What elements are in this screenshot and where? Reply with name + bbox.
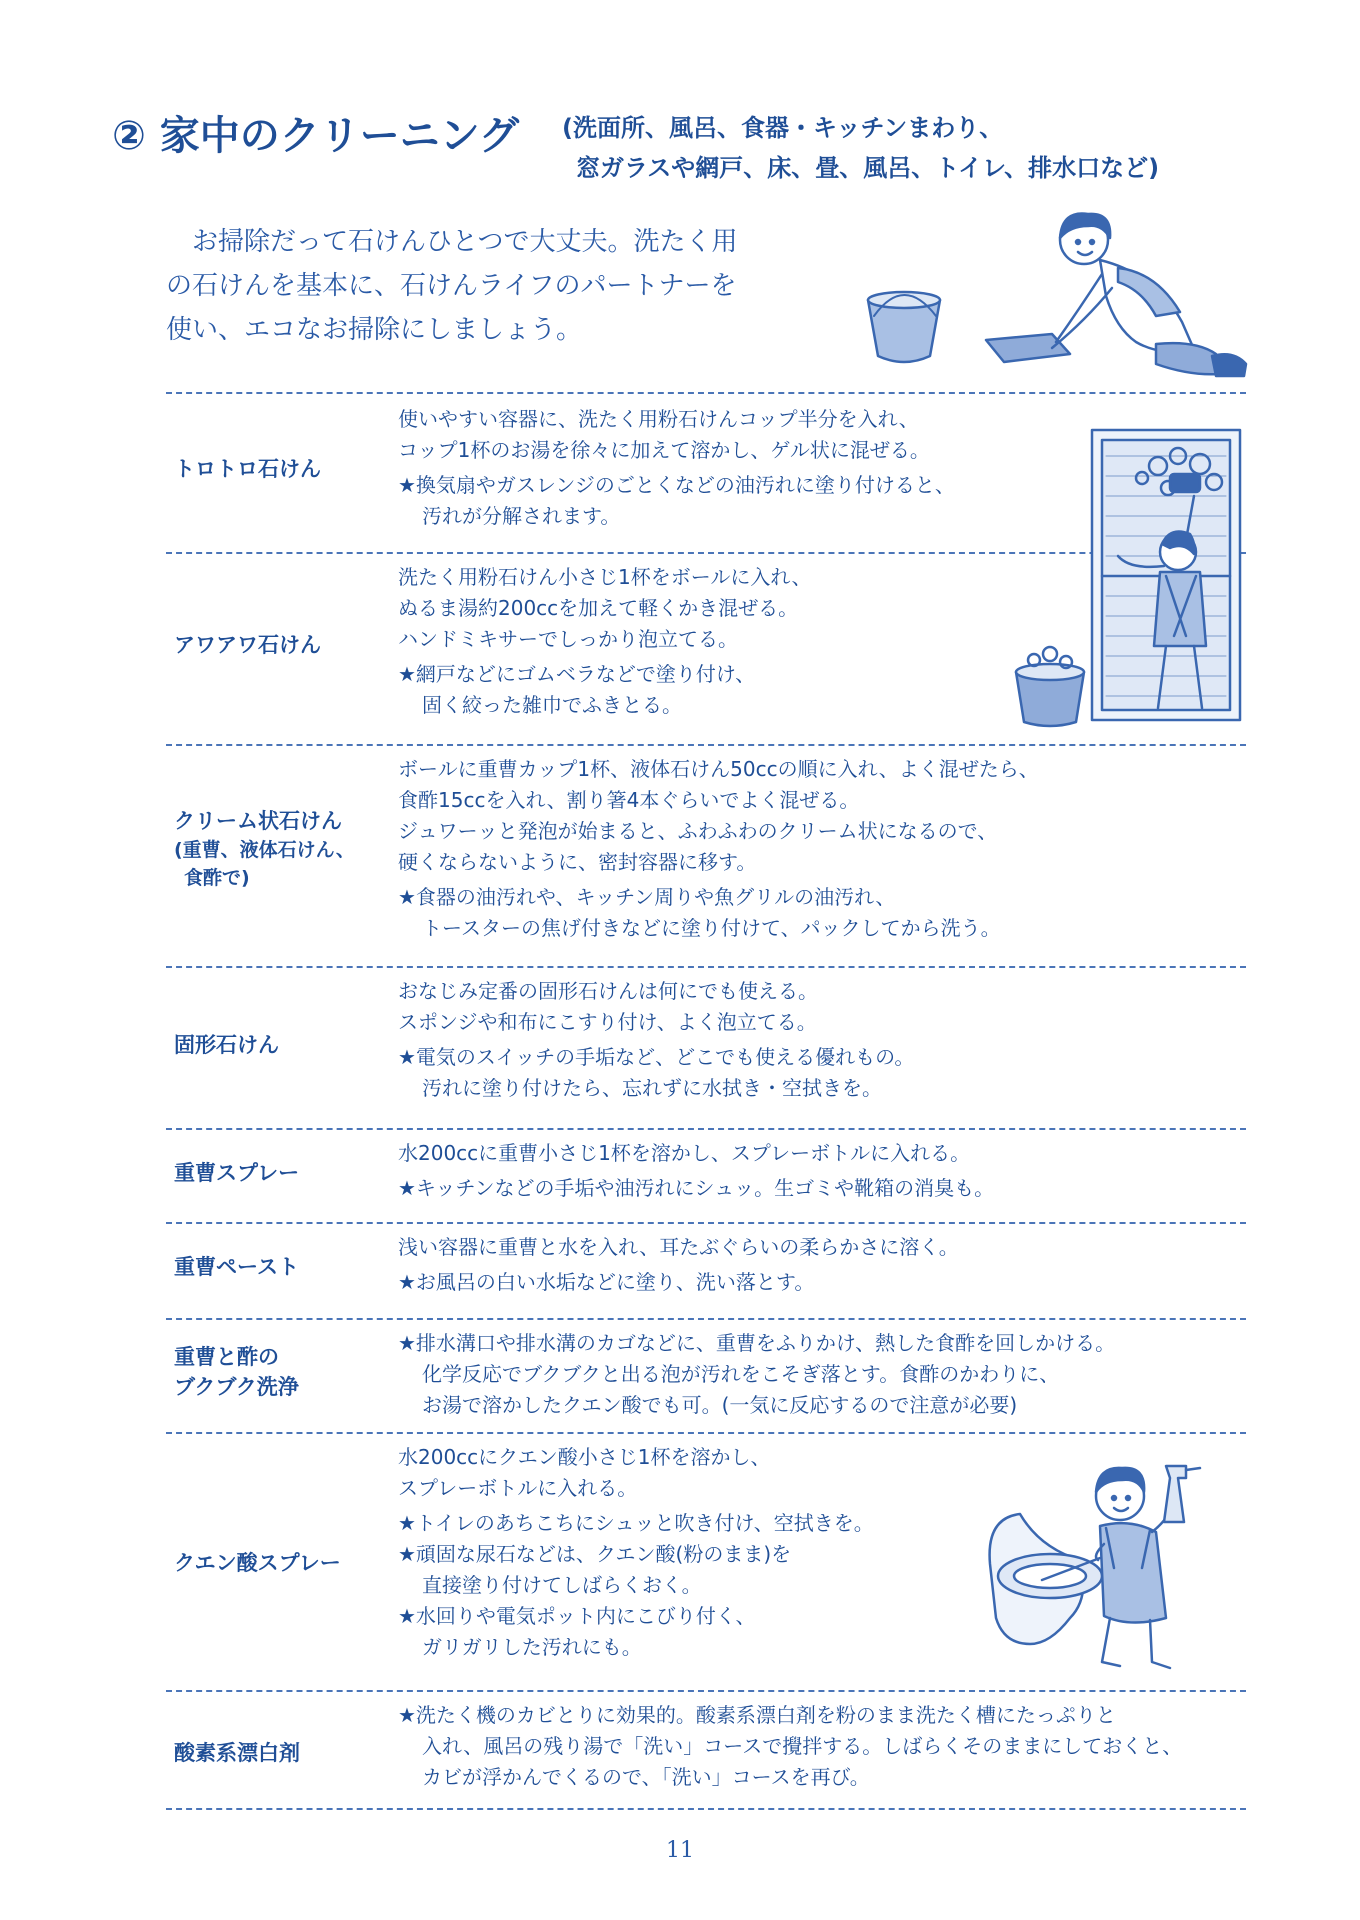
divider <box>166 744 1246 746</box>
tip-line: ★トイレのあちこちにシュッと吹き付け、空拭きを。 <box>398 1511 874 1535</box>
tip-line: カビが浮かんでくるので、「洗い」コースを再び。 <box>422 1765 870 1789</box>
entry-label: クエン酸スプレー <box>174 1551 341 1575</box>
intro-line-3: 使い、エコなお掃除にしましょう。 <box>166 315 583 345</box>
tip-line: ガリガリした汚れにも。 <box>422 1635 642 1659</box>
entry-description <box>398 1442 998 1663</box>
entry-tip <box>398 1328 1238 1421</box>
tip-line: 入れ、風呂の残り湯で「洗い」コースで攪拌する。しばらくそのままにしておくと、 <box>422 1734 1183 1758</box>
divider <box>166 1690 1246 1692</box>
tip-line: ★頑固な尿石などは、クエン酸(粉のまま)を <box>398 1542 792 1566</box>
tip-line: ★排水溝口や排水溝のカゴなどに、重曹をふりかけ、熱した食酢を回しかける。 <box>398 1331 1116 1355</box>
tip-line: 汚れが分解されます。 <box>422 504 621 528</box>
entry-tip <box>398 1042 1238 1104</box>
entry-tip <box>398 1508 998 1539</box>
entry-description <box>398 1232 1238 1298</box>
boy-cleaning-toilet-illustration <box>980 1448 1210 1680</box>
intro-paragraph <box>166 220 826 352</box>
page-header <box>112 104 1272 194</box>
entry-label-line: 重曹と酢の <box>174 1345 279 1369</box>
entry-tip <box>398 1539 998 1601</box>
divider <box>166 1432 1246 1434</box>
tip-line: 直接塗り付けてしばらくおく。 <box>422 1573 702 1597</box>
entry-description <box>398 976 1238 1104</box>
entry-label: トロトロ石けん <box>174 457 321 481</box>
entry-tip <box>398 1267 1238 1298</box>
entry-line: 洗たく用粉石けん小さじ1杯をボールに入れ、 <box>398 565 812 589</box>
tip-line: 汚れに塗り付けたら、忘れずに水拭き・空拭きを。 <box>422 1076 882 1100</box>
entry-line: スポンジや和布にこすり付け、よく泡立てる。 <box>398 1010 817 1034</box>
subtitle-line-2: 窓ガラスや網戸、床、畳、風呂、トイレ、排水口など) <box>576 154 1160 182</box>
page-subtitle <box>562 108 1262 188</box>
entry-description <box>398 1328 1238 1421</box>
entry-label: 固形石けん <box>174 1033 279 1057</box>
tip-line: ★食器の油汚れや、キッチン周りや魚グリルの油汚れ、 <box>398 885 896 909</box>
entry-description <box>398 1700 1238 1793</box>
divider <box>166 966 1246 968</box>
entry-line: 食酢15ccを入れ、割り箸4本ぐらいでよく混ぜる。 <box>398 788 860 812</box>
entry-label <box>174 806 384 892</box>
entry-line: ハンドミキサーでしっかり泡立てる。 <box>398 627 738 651</box>
subtitle-line-1: (洗面所、風呂、食器・キッチンまわり、 <box>562 114 1004 142</box>
entry-tip <box>398 1700 1238 1793</box>
entry-line: コップ1杯のお湯を徐々に加えて溶かし、ゲル状に混ぜる。 <box>398 438 930 462</box>
entry-line: ぬるま湯約200ccを加えて軽くかき混ぜる。 <box>398 596 799 620</box>
tip-line: ★洗たく機のカビとりに効果的。酸素系漂白剤を粉のまま洗たく槽にたっぷりと <box>398 1703 1116 1727</box>
intro-line-1: お掃除だって石けんひとつで大丈夫。洗たく用 <box>192 227 738 257</box>
girl-cleaning-window-illustration <box>1010 426 1250 732</box>
tip-line: ★お風呂の白い水垢などに塗り、洗い落とす。 <box>398 1270 815 1294</box>
entry-label-line: ブクブク洗浄 <box>174 1375 299 1399</box>
tip-line: ★網戸などにゴムベラなどで塗り付け、 <box>398 662 756 686</box>
divider <box>166 392 1246 394</box>
entry-label: 酸素系漂白剤 <box>174 1741 300 1765</box>
entry-label-main: クリーム状石けん <box>174 809 342 833</box>
page-number: 11 <box>666 1838 694 1863</box>
tip-line: ★電気のスイッチの手垢など、どこでも使える優れもの。 <box>398 1045 915 1069</box>
entry-line: おなじみ定番の固形石けんは何にでも使える。 <box>398 979 818 1003</box>
entry-line: 水200ccにクエン酸小さじ1杯を溶かし、 <box>398 1445 771 1469</box>
divider <box>166 1128 1246 1130</box>
entry-label: 重曹ペースト <box>174 1255 299 1279</box>
entry-label-sub: (重曹、液体石けん、 <box>174 839 355 861</box>
intro-line-2: の石けんを基本に、石けんライフのパートナーを <box>166 271 737 301</box>
entry-line: 使いやすい容器に、洗たく用粉石けんコップ半分を入れ、 <box>398 407 919 431</box>
entry-label: 重曹スプレー <box>174 1161 300 1185</box>
divider <box>166 1222 1246 1224</box>
tip-line: ★キッチンなどの手垢や油汚れにシュッ。生ゴミや靴箱の消臭も。 <box>398 1176 995 1200</box>
entry-description <box>398 1138 1238 1204</box>
tip-line: トースターの焦げ付きなどに塗り付けて、パックしてから洗う。 <box>422 916 1001 940</box>
page-title: ② 家中のクリーニング <box>112 113 519 159</box>
entry-tip <box>398 882 1238 944</box>
entry-line: 浅い容器に重曹と水を入れ、耳たぶぐらいの柔らかさに溶く。 <box>398 1235 959 1259</box>
entry-label-sub: 食酢で) <box>184 867 250 889</box>
boy-wiping-floor-illustration <box>856 204 1256 380</box>
entry-line: 硬くならないように、密封容器に移す。 <box>398 850 757 874</box>
tip-line: お湯で溶かしたクエン酸でも可。(一気に反応するので注意が必要) <box>422 1393 1018 1417</box>
tip-line: 固く絞った雑巾でふきとる。 <box>422 693 682 717</box>
entry-tip <box>398 1173 1238 1204</box>
entry-label <box>174 1342 384 1402</box>
divider <box>166 1808 1246 1810</box>
entry-tip <box>398 1601 998 1663</box>
tip-line: 化学反応でブクブクと出る泡が汚れをこそぎ落とす。食酢のかわりに、 <box>422 1362 1060 1386</box>
tip-line: ★水回りや電気ポット内にこびり付く、 <box>398 1604 756 1628</box>
entry-line: スプレーボトルに入れる。 <box>398 1476 638 1500</box>
entry-line: ジュワーッと発泡が始まると、ふわふわのクリーム状になるので、 <box>398 819 998 843</box>
divider <box>166 1318 1246 1320</box>
entry-label: アワアワ石けん <box>174 633 321 657</box>
entry-line: 水200ccに重曹小さじ1杯を溶かし、スプレーボトルに入れる。 <box>398 1141 971 1165</box>
tip-line: ★換気扇やガスレンジのごとくなどの油汚れに塗り付けると、 <box>398 473 955 497</box>
entry-line: ボールに重曹カップ1杯、液体石けん50ccの順に入れ、よく混ぜたら、 <box>398 757 1039 781</box>
entry-description <box>398 754 1238 944</box>
